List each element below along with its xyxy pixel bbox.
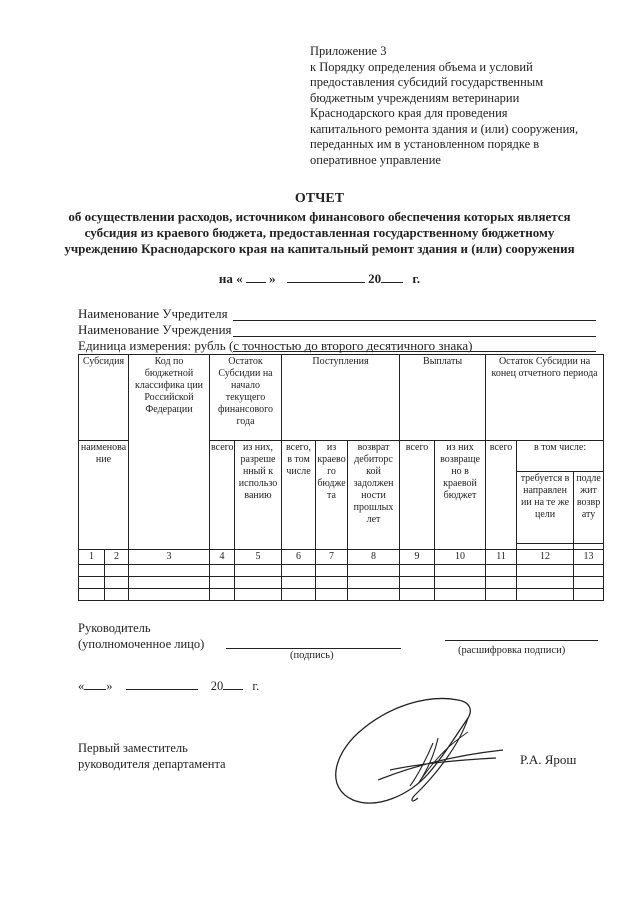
year-blank[interactable] <box>381 271 403 283</box>
col-number: 10 <box>435 550 486 565</box>
head-label: Руководитель <box>78 621 151 635</box>
signature-caption: (подпись) <box>290 650 334 661</box>
sig-date-year: 20 <box>210 679 224 693</box>
signature-date <box>78 678 259 694</box>
sig-date-quote-close: » <box>106 679 113 693</box>
sig-date-quote-open: « <box>78 679 85 693</box>
col-number: 11 <box>486 550 517 565</box>
annex-line: Приложение 3 <box>310 44 387 58</box>
col-number: 12 <box>517 550 574 565</box>
day-blank[interactable] <box>246 271 266 283</box>
col-number: 7 <box>316 550 348 565</box>
handwritten-signature <box>318 688 518 813</box>
header-end-total: всего <box>486 441 517 550</box>
col-number: 3 <box>129 550 210 565</box>
header-subsidy: Субсидия <box>79 355 129 441</box>
founder-field[interactable] <box>233 320 596 321</box>
header-subject-return: подле жит возвр ату <box>574 472 604 544</box>
col-number: 6 <box>282 550 316 565</box>
annex-header <box>310 44 610 168</box>
deputy-title-line2: руководителя департамента <box>78 757 226 771</box>
header-receipts: Поступления <box>282 355 400 441</box>
col-number: 5 <box>235 550 282 565</box>
date-on: на « <box>218 271 243 286</box>
col-number: 1 <box>79 550 105 565</box>
header-allowed: из них, разреше нный к использо ванию <box>235 441 282 550</box>
col-number: 13 <box>574 550 604 565</box>
report-subtitle <box>0 209 639 257</box>
table-row[interactable] <box>79 565 604 577</box>
report-date-line <box>0 271 639 287</box>
header-returned: из них возвраще но в краевой бюджет <box>435 441 486 550</box>
sig-month-blank[interactable] <box>126 678 198 690</box>
header-name: наименова ние <box>79 441 129 550</box>
signature-field[interactable] <box>226 648 401 649</box>
col-number: 4 <box>210 550 235 565</box>
annex-line: бюджетным учреждениям ветеринарии <box>310 90 520 105</box>
col-number: 8 <box>348 550 400 565</box>
month-blank[interactable] <box>287 271 365 283</box>
decoding-field[interactable] <box>445 640 598 641</box>
table-row[interactable] <box>79 577 604 589</box>
col-number: 9 <box>400 550 435 565</box>
header-from-regional: из краево го бюдже та <box>316 441 348 550</box>
sig-day-blank[interactable] <box>84 678 106 690</box>
subtitle-line: субсидия из краевого бюджета, предоставленная государственному бюджетному <box>84 225 555 240</box>
header-incl: в том числе: <box>517 441 604 472</box>
unit-underline <box>233 351 596 352</box>
header-budget-code: Код по бюджетной классифика ции Российской Федерации <box>129 355 210 550</box>
date-quote-close: » <box>269 271 276 286</box>
annex-line: оперативное управление <box>310 152 441 167</box>
sig-date-g: г. <box>252 679 260 693</box>
institution-label: Наименование Учреждения <box>78 322 232 337</box>
subtitle-line: об осуществлении расходов, источником финансового обеспечения которых является <box>68 209 571 224</box>
subtitle-line: учреждению Краснодарского края на капитальный ремонт здания и (или) сооружения <box>64 241 575 256</box>
header-balance-end: Остаток Субсидии на конец отчетного периода <box>486 355 604 441</box>
header-total: всего <box>210 441 235 550</box>
founder-label: Наименование Учредителя <box>78 306 228 321</box>
header-payments: Выплаты <box>400 355 486 441</box>
annex-line: переданных им в установленном порядке в <box>310 137 540 151</box>
header-total-incl: всего, в том числе <box>282 441 316 550</box>
header-needed: требуется в направлен ии на те же цели <box>517 472 574 544</box>
annex-line: Краснодарского края для проведения <box>310 106 508 120</box>
authorized-label: (уполномоченное лицо) <box>78 637 205 651</box>
header-refund: возврат дебиторс кой задолжен ности прошлых лет <box>348 441 400 550</box>
annex-line: капитального ремонта здания и (или) сооружения, <box>310 121 579 136</box>
deputy-name: Р.А. Ярош <box>520 752 577 767</box>
deputy-title-line1: Первый заместитель <box>78 741 188 755</box>
report-title: ОТЧЕТ <box>294 191 345 206</box>
sig-year-blank[interactable] <box>223 678 243 690</box>
report-table <box>78 354 604 601</box>
date-year: 20 <box>368 271 382 286</box>
annex-line: предоставления субсидий государственным <box>310 75 544 89</box>
decoding-caption: (расшифровка подписи) <box>458 645 566 656</box>
col-number: 2 <box>105 550 129 565</box>
header-balance-start: Остаток Субсидии на начало текущего финансового года <box>210 355 282 441</box>
institution-field[interactable] <box>233 336 596 337</box>
date-g: г. <box>412 271 421 286</box>
annex-line: к Порядку определения объема и условий <box>310 59 533 74</box>
unit-label: Единица измерения: рубль (с точностью до второго десятичного знака) <box>78 338 473 353</box>
table-row[interactable] <box>79 589 604 601</box>
header-payments-total: всего <box>400 441 435 550</box>
